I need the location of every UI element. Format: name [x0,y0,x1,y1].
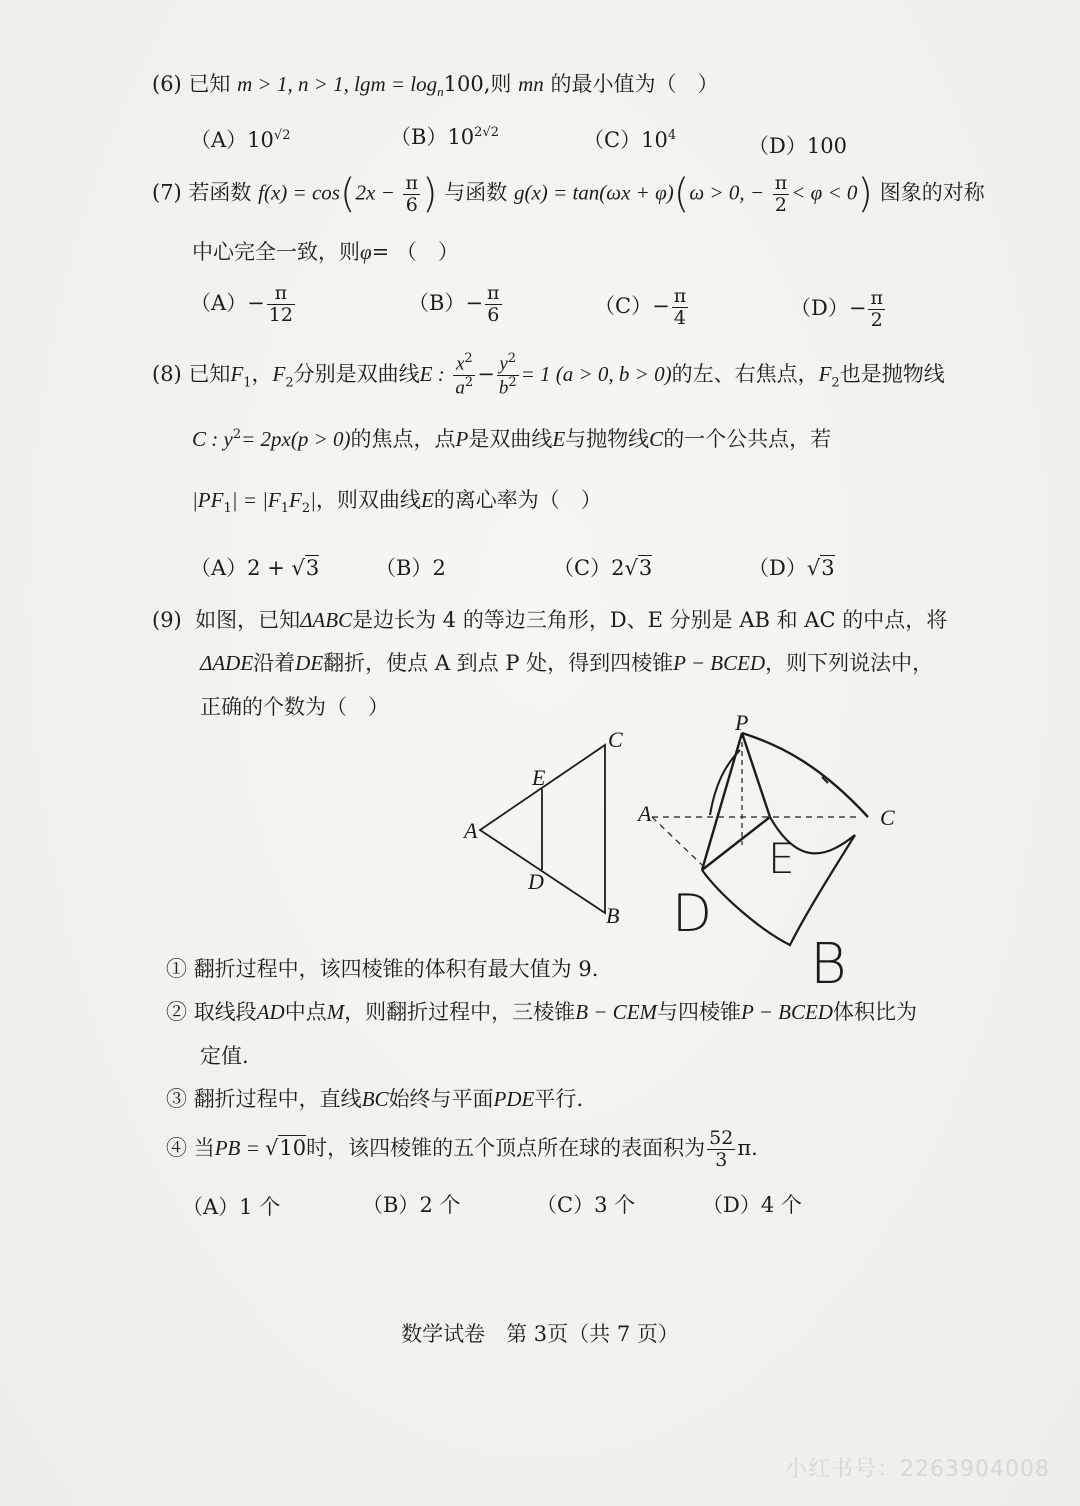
q9-option-b: （B）2 个 [362,1193,461,1217]
q8-option-a: （A）2 + √3 [190,556,320,580]
question-9-line3: 正确的个数为（ ） [200,695,389,719]
q6-option-c: $(C)10^4$ [583,128,677,152]
q9-option-c: （C）3 个 [536,1193,636,1217]
q8-option-b: （B）2 [375,556,446,580]
handwritten-e: E [768,834,795,883]
label-p-right: P [735,710,749,735]
q9-statement-2: ② 取线段AD中点M，则翻折过程中，三棱锥B − CEM与四棱锥P − BCED体积比为 [166,1000,917,1024]
label-c-left: C [608,727,623,752]
label-b-left: B [606,903,620,928]
label-c-right: C [880,805,895,830]
question-7-line2: 中心完全一致，则φ= （ ） [192,240,459,264]
page-footer: 数学试卷 第 3页（共 7 页） [401,1322,679,1346]
label-a-right: A [638,801,652,826]
label-e-left: E [532,765,546,790]
q9-statement-2-line2: 定值. [200,1044,249,1068]
question-7: (7) 若函数 f(x) = cos(2x − $\frac{\pi}{6}$ ) 与函数 g(x) = tan(ωx + φ)(ω > 0, − $\frac{\pi}{2}$ < φ < 0) 图象的对称 [152,171,985,217]
q8-option-c: （C）2√3 [553,556,653,580]
handwritten-d: D [672,884,713,944]
q7-option-b: （B）− $\frac{\pi}{6}$ [408,282,500,326]
q8-option-d: （D）√3 [748,556,835,580]
q6-option-d: （D）100 [748,134,847,158]
question-9-line2: ΔADE沿着DE翻折，使点 A 到点 P 处，得到四棱锥P − BCED，则下列说法中， [200,651,934,675]
q9-statement-1: ① 翻折过程中，该四棱锥的体积有最大值为 9. [166,957,599,981]
watermark: 小红书号：2263904008 [785,1457,1050,1482]
figure-left-triangle [462,727,623,928]
q6-option-b: $(B)10^{2√2}$ [390,125,499,149]
figure-right-pyramid [636,710,895,990]
label-d-left: D [528,869,544,894]
q7-option-c: （C）− $\frac{\pi}{4}$ [594,285,687,329]
q9-option-a: （A）1 个 [182,1195,281,1219]
label-a-left: A [464,818,478,843]
question-9: (9) 如图，已知ΔABC是边长为 4 的等边三角形，D、E 分别是 AB 和 AC 的中点，将 [152,608,948,632]
question-8-line2: C : $y^2= 2px(p > 0)$的焦点，点P是双曲线E与抛物线C的一个公共点，若 [192,427,832,451]
q9-option-d: （D）4 个 [702,1193,802,1217]
q7-option-d: （D）− $\frac{\pi}{2}$ [790,287,883,331]
q9-figure [440,705,940,990]
question-8-line3: $|PF_1| = |F_1F_2|$，则双曲线E的离心率为（ ） [192,488,602,517]
q7-option-a: （A）− $\frac{\pi}{12}$ [190,282,293,326]
question-8: (8) 已知$F_1$，$F_2$分别是双曲线E : $\frac{x^2}{a^2}$ − $\frac{y^2}{b^2}$ = 1 (a > 0, b > 0)的左、右焦点，$F_2$也是抛物线 [152,351,945,399]
q9-statement-4: ④ 当PB = √10时，该四棱锥的五个顶点所在球的表面积为 $\frac{52}{3}$ π. [166,1127,758,1171]
q6-option-a: $(A)10^{√2}$ [190,128,291,152]
question-6: (6) 已知 m > 1, n > 1, $\lg m = \log_n100$,则 mn 的最小值为（ ） [152,72,719,100]
q9-statement-3: ③ 翻折过程中，直线BC始终与平面PDE平行. [166,1087,584,1111]
handwritten-b: B [810,932,847,990]
